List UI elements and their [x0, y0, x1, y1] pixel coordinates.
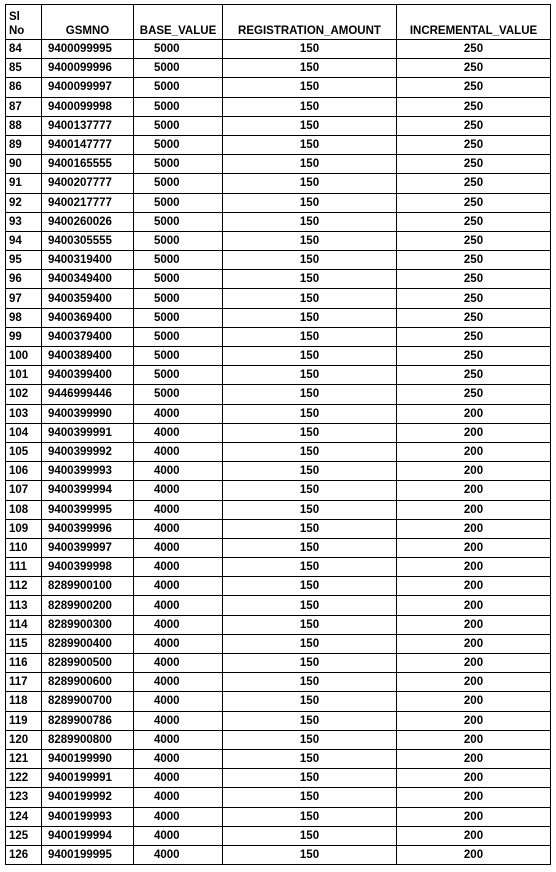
cell-base-value: 5000	[134, 231, 223, 250]
cell-gsmno: 8289900300	[42, 615, 134, 634]
table-row	[6, 40, 551, 59]
cell-base-value: 4000	[134, 769, 223, 788]
cell-sl-no: 105	[6, 442, 42, 461]
cell-incremental-value: 250	[397, 308, 551, 327]
cell-sl-no: 97	[6, 289, 42, 308]
cell-gsmno: 8289900700	[42, 692, 134, 711]
cell-registration-amount: 150	[223, 481, 397, 500]
cell-base-value: 4000	[134, 481, 223, 500]
cell-incremental-value: 200	[397, 692, 551, 711]
cell-gsmno: 9400399990	[42, 404, 134, 423]
cell-registration-amount: 150	[223, 327, 397, 346]
cell-gsmno: 8289900600	[42, 673, 134, 692]
cell-sl-no: 119	[6, 711, 42, 730]
cell-incremental-value: 200	[397, 519, 551, 538]
cell-incremental-value: 200	[397, 730, 551, 749]
cell-gsmno: 8289900800	[42, 730, 134, 749]
cell-registration-amount: 150	[223, 385, 397, 404]
table-row	[6, 78, 551, 97]
cell-gsmno: 9400399400	[42, 366, 134, 385]
cell-incremental-value: 200	[397, 500, 551, 519]
table-row	[6, 692, 551, 711]
table-row	[6, 174, 551, 193]
cell-incremental-value: 200	[397, 826, 551, 845]
table-row	[6, 347, 551, 366]
cell-base-value: 4000	[134, 615, 223, 634]
cell-gsmno: 9400305555	[42, 231, 134, 250]
table-row	[6, 749, 551, 768]
cell-sl-no: 86	[6, 78, 42, 97]
table-row	[6, 826, 551, 845]
cell-gsmno: 9400199994	[42, 826, 134, 845]
cell-gsmno: 9400369400	[42, 308, 134, 327]
cell-gsmno: 8289900200	[42, 596, 134, 615]
cell-registration-amount: 150	[223, 308, 397, 327]
table-row	[6, 404, 551, 423]
cell-incremental-value: 250	[397, 40, 551, 59]
cell-sl-no: 94	[6, 231, 42, 250]
cell-incremental-value: 250	[397, 135, 551, 154]
cell-sl-no: 106	[6, 462, 42, 481]
cell-registration-amount: 150	[223, 826, 397, 845]
cell-sl-no: 100	[6, 347, 42, 366]
cell-registration-amount: 150	[223, 673, 397, 692]
cell-sl-no: 120	[6, 730, 42, 749]
cell-base-value: 4000	[134, 519, 223, 538]
cell-incremental-value: 200	[397, 596, 551, 615]
table-row	[6, 577, 551, 596]
cell-gsmno: 9400199992	[42, 788, 134, 807]
number-table	[5, 4, 551, 865]
cell-incremental-value: 250	[397, 327, 551, 346]
cell-incremental-value: 250	[397, 212, 551, 231]
cell-gsmno: 9446999446	[42, 385, 134, 404]
table-row	[6, 769, 551, 788]
table-row	[6, 97, 551, 116]
cell-registration-amount: 150	[223, 538, 397, 557]
cell-incremental-value: 250	[397, 78, 551, 97]
cell-sl-no: 91	[6, 174, 42, 193]
cell-sl-no: 104	[6, 423, 42, 442]
cell-base-value: 4000	[134, 788, 223, 807]
cell-gsmno: 9400199991	[42, 769, 134, 788]
table-row	[6, 807, 551, 826]
table-row	[6, 730, 551, 749]
table-row	[6, 845, 551, 864]
cell-gsmno: 9400137777	[42, 116, 134, 135]
cell-incremental-value: 250	[397, 251, 551, 270]
cell-incremental-value: 250	[397, 59, 551, 78]
cell-gsmno: 9400099995	[42, 40, 134, 59]
cell-incremental-value: 200	[397, 634, 551, 653]
cell-sl-no: 113	[6, 596, 42, 615]
cell-base-value: 5000	[134, 347, 223, 366]
cell-base-value: 4000	[134, 423, 223, 442]
cell-incremental-value: 250	[397, 116, 551, 135]
cell-incremental-value: 200	[397, 654, 551, 673]
cell-registration-amount: 150	[223, 615, 397, 634]
table-row	[6, 212, 551, 231]
cell-sl-no: 121	[6, 749, 42, 768]
table-row	[6, 538, 551, 557]
cell-incremental-value: 200	[397, 462, 551, 481]
cell-gsmno: 9400379400	[42, 327, 134, 346]
cell-registration-amount: 150	[223, 404, 397, 423]
cell-registration-amount: 150	[223, 442, 397, 461]
cell-gsmno: 9400099996	[42, 59, 134, 78]
cell-base-value: 4000	[134, 558, 223, 577]
cell-registration-amount: 150	[223, 40, 397, 59]
table-row	[6, 558, 551, 577]
cell-sl-no: 117	[6, 673, 42, 692]
cell-base-value: 4000	[134, 442, 223, 461]
cell-sl-no: 123	[6, 788, 42, 807]
cell-sl-no: 122	[6, 769, 42, 788]
cell-registration-amount: 150	[223, 654, 397, 673]
cell-sl-no: 126	[6, 845, 42, 864]
cell-sl-no: 93	[6, 212, 42, 231]
cell-registration-amount: 150	[223, 135, 397, 154]
table-row	[6, 308, 551, 327]
table-row	[6, 289, 551, 308]
cell-registration-amount: 150	[223, 692, 397, 711]
cell-base-value: 5000	[134, 366, 223, 385]
table-row	[6, 634, 551, 653]
cell-gsmno: 9400199995	[42, 845, 134, 864]
cell-incremental-value: 250	[397, 231, 551, 250]
cell-base-value: 4000	[134, 500, 223, 519]
cell-gsmno: 9400359400	[42, 289, 134, 308]
cell-incremental-value: 200	[397, 845, 551, 864]
cell-registration-amount: 150	[223, 500, 397, 519]
cell-gsmno: 9400260026	[42, 212, 134, 231]
cell-sl-no: 118	[6, 692, 42, 711]
table-row	[6, 654, 551, 673]
cell-sl-no: 109	[6, 519, 42, 538]
cell-base-value: 5000	[134, 385, 223, 404]
cell-base-value: 4000	[134, 749, 223, 768]
table-row	[6, 673, 551, 692]
table-row	[6, 155, 551, 174]
cell-sl-no: 84	[6, 40, 42, 59]
cell-registration-amount: 150	[223, 155, 397, 174]
cell-base-value: 4000	[134, 673, 223, 692]
cell-base-value: 4000	[134, 404, 223, 423]
cell-gsmno: 9400099998	[42, 97, 134, 116]
cell-registration-amount: 150	[223, 289, 397, 308]
cell-registration-amount: 150	[223, 519, 397, 538]
table-row	[6, 596, 551, 615]
cell-sl-no: 99	[6, 327, 42, 346]
cell-incremental-value: 200	[397, 673, 551, 692]
cell-sl-no: 98	[6, 308, 42, 327]
table-row	[6, 327, 551, 346]
cell-registration-amount: 150	[223, 116, 397, 135]
cell-gsmno: 9400399991	[42, 423, 134, 442]
cell-gsmno: 9400399997	[42, 538, 134, 557]
cell-sl-no: 88	[6, 116, 42, 135]
cell-base-value: 4000	[134, 538, 223, 557]
cell-sl-no: 115	[6, 634, 42, 653]
cell-base-value: 5000	[134, 251, 223, 270]
cell-registration-amount: 150	[223, 193, 397, 212]
cell-sl-no: 107	[6, 481, 42, 500]
cell-incremental-value: 250	[397, 347, 551, 366]
cell-incremental-value: 200	[397, 404, 551, 423]
cell-incremental-value: 250	[397, 174, 551, 193]
cell-base-value: 4000	[134, 711, 223, 730]
cell-registration-amount: 150	[223, 730, 397, 749]
cell-base-value: 4000	[134, 462, 223, 481]
cell-registration-amount: 150	[223, 711, 397, 730]
cell-base-value: 4000	[134, 596, 223, 615]
cell-incremental-value: 250	[397, 289, 551, 308]
cell-registration-amount: 150	[223, 270, 397, 289]
table-row	[6, 423, 551, 442]
cell-base-value: 4000	[134, 807, 223, 826]
cell-base-value: 5000	[134, 78, 223, 97]
header-row	[6, 5, 551, 40]
cell-gsmno: 8289900100	[42, 577, 134, 596]
cell-base-value: 4000	[134, 730, 223, 749]
cell-registration-amount: 150	[223, 97, 397, 116]
cell-registration-amount: 150	[223, 807, 397, 826]
table-header	[6, 5, 551, 40]
table-row	[6, 711, 551, 730]
cell-registration-amount: 150	[223, 769, 397, 788]
table-row	[6, 135, 551, 154]
cell-gsmno: 8289900500	[42, 654, 134, 673]
table-row	[6, 385, 551, 404]
cell-incremental-value: 250	[397, 155, 551, 174]
cell-gsmno: 9400319400	[42, 251, 134, 270]
header-incremental-value: INCREMENTAL_VALUE	[397, 5, 551, 40]
cell-sl-no: 101	[6, 366, 42, 385]
cell-base-value: 5000	[134, 193, 223, 212]
cell-incremental-value: 200	[397, 769, 551, 788]
cell-base-value: 4000	[134, 826, 223, 845]
cell-gsmno: 9400165555	[42, 155, 134, 174]
cell-registration-amount: 150	[223, 174, 397, 193]
cell-incremental-value: 200	[397, 615, 551, 634]
cell-registration-amount: 150	[223, 423, 397, 442]
cell-sl-no: 102	[6, 385, 42, 404]
cell-incremental-value: 200	[397, 788, 551, 807]
cell-registration-amount: 150	[223, 347, 397, 366]
cell-registration-amount: 150	[223, 251, 397, 270]
cell-incremental-value: 200	[397, 558, 551, 577]
cell-gsmno: 9400399996	[42, 519, 134, 538]
cell-registration-amount: 150	[223, 558, 397, 577]
cell-gsmno: 9400199993	[42, 807, 134, 826]
cell-base-value: 4000	[134, 577, 223, 596]
cell-base-value: 5000	[134, 289, 223, 308]
cell-incremental-value: 200	[397, 577, 551, 596]
table-row	[6, 500, 551, 519]
table-row	[6, 519, 551, 538]
cell-registration-amount: 150	[223, 634, 397, 653]
cell-registration-amount: 150	[223, 749, 397, 768]
cell-base-value: 5000	[134, 327, 223, 346]
cell-gsmno: 9400207777	[42, 174, 134, 193]
cell-base-value: 5000	[134, 308, 223, 327]
table-row	[6, 193, 551, 212]
table-row	[6, 615, 551, 634]
cell-registration-amount: 150	[223, 78, 397, 97]
cell-gsmno: 9400389400	[42, 347, 134, 366]
header-gsmno: GSMNO	[42, 5, 134, 40]
cell-gsmno: 9400399992	[42, 442, 134, 461]
cell-sl-no: 108	[6, 500, 42, 519]
cell-registration-amount: 150	[223, 366, 397, 385]
cell-base-value: 5000	[134, 135, 223, 154]
table-row	[6, 481, 551, 500]
cell-registration-amount: 150	[223, 788, 397, 807]
cell-gsmno: 9400399994	[42, 481, 134, 500]
cell-incremental-value: 200	[397, 442, 551, 461]
table-row	[6, 788, 551, 807]
cell-sl-no: 114	[6, 615, 42, 634]
cell-registration-amount: 150	[223, 59, 397, 78]
cell-registration-amount: 150	[223, 231, 397, 250]
cell-sl-no: 85	[6, 59, 42, 78]
cell-base-value: 5000	[134, 59, 223, 78]
cell-base-value: 4000	[134, 634, 223, 653]
cell-incremental-value: 200	[397, 711, 551, 730]
cell-sl-no: 96	[6, 270, 42, 289]
cell-sl-no: 124	[6, 807, 42, 826]
cell-base-value: 5000	[134, 270, 223, 289]
cell-base-value: 4000	[134, 845, 223, 864]
cell-gsmno: 9400199990	[42, 749, 134, 768]
cell-gsmno: 9400217777	[42, 193, 134, 212]
cell-registration-amount: 150	[223, 596, 397, 615]
cell-gsmno: 9400399995	[42, 500, 134, 519]
cell-registration-amount: 150	[223, 212, 397, 231]
cell-sl-no: 87	[6, 97, 42, 116]
cell-sl-no: 89	[6, 135, 42, 154]
cell-incremental-value: 200	[397, 538, 551, 557]
header-base-value: BASE_VALUE	[134, 5, 223, 40]
cell-incremental-value: 200	[397, 481, 551, 500]
cell-incremental-value: 250	[397, 366, 551, 385]
cell-incremental-value: 250	[397, 193, 551, 212]
table-row	[6, 366, 551, 385]
cell-sl-no: 111	[6, 558, 42, 577]
table-row	[6, 462, 551, 481]
cell-incremental-value: 200	[397, 423, 551, 442]
cell-sl-no: 116	[6, 654, 42, 673]
cell-sl-no: 92	[6, 193, 42, 212]
cell-registration-amount: 150	[223, 845, 397, 864]
cell-sl-no: 125	[6, 826, 42, 845]
cell-gsmno: 9400349400	[42, 270, 134, 289]
cell-gsmno: 9400399998	[42, 558, 134, 577]
cell-base-value: 4000	[134, 654, 223, 673]
cell-registration-amount: 150	[223, 462, 397, 481]
cell-gsmno: 8289900786	[42, 711, 134, 730]
cell-sl-no: 95	[6, 251, 42, 270]
table-row	[6, 231, 551, 250]
cell-base-value: 5000	[134, 40, 223, 59]
cell-sl-no: 103	[6, 404, 42, 423]
cell-sl-no: 110	[6, 538, 42, 557]
cell-incremental-value: 250	[397, 270, 551, 289]
table-row	[6, 251, 551, 270]
cell-incremental-value: 200	[397, 749, 551, 768]
cell-base-value: 5000	[134, 97, 223, 116]
table-row	[6, 116, 551, 135]
cell-incremental-value: 250	[397, 97, 551, 116]
cell-base-value: 5000	[134, 212, 223, 231]
cell-incremental-value: 250	[397, 385, 551, 404]
cell-base-value: 4000	[134, 692, 223, 711]
cell-gsmno: 9400147777	[42, 135, 134, 154]
cell-incremental-value: 200	[397, 807, 551, 826]
cell-base-value: 5000	[134, 155, 223, 174]
cell-registration-amount: 150	[223, 577, 397, 596]
cell-base-value: 5000	[134, 116, 223, 135]
cell-gsmno: 8289900400	[42, 634, 134, 653]
table-body	[6, 40, 551, 865]
cell-base-value: 5000	[134, 174, 223, 193]
table-row	[6, 59, 551, 78]
cell-gsmno: 9400099997	[42, 78, 134, 97]
cell-sl-no: 112	[6, 577, 42, 596]
cell-gsmno: 9400399993	[42, 462, 134, 481]
table-row	[6, 442, 551, 461]
table-row	[6, 270, 551, 289]
header-sl-no: Sl No	[6, 5, 42, 40]
cell-sl-no: 90	[6, 155, 42, 174]
header-registration-amount: REGISTRATION_AMOUNT	[223, 5, 397, 40]
